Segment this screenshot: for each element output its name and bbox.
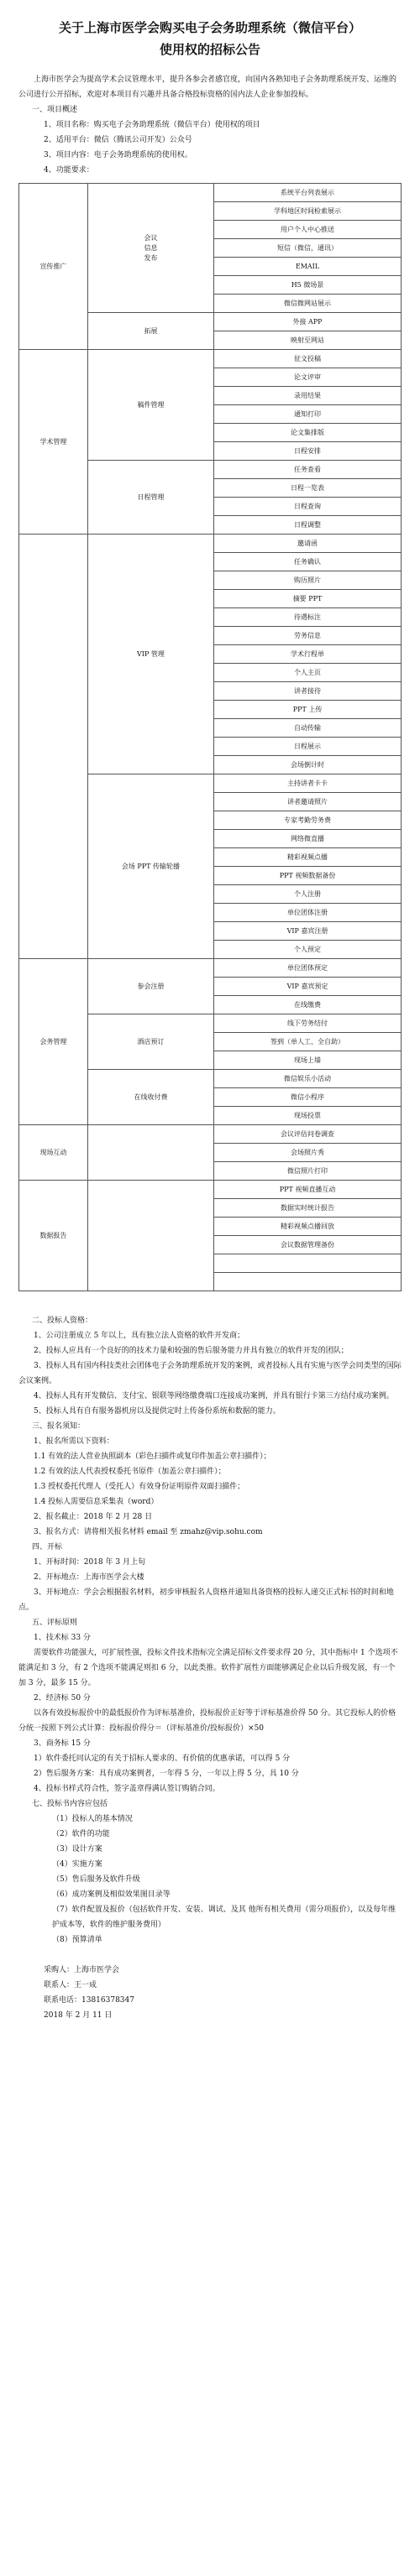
table-function-cell: 精彩视频点播回放 <box>214 1218 402 1236</box>
table-function-cell: 精彩视频点播 <box>214 848 402 867</box>
table-subcategory-cell: 拓展 <box>87 313 213 350</box>
table-function-cell: PPT 视频直播互动 <box>214 1181 402 1199</box>
contact-phone: 联系电话：13816378347 <box>44 1996 134 2005</box>
table-function-cell: 微信微网站展示 <box>214 295 402 313</box>
table-function-cell: 讲者接待 <box>214 682 402 701</box>
table-function-cell: 会议数据管理备份 <box>214 1236 402 1254</box>
section-bid-contents <box>18 1796 402 1948</box>
table-function-cell: 待遇标注 <box>214 608 402 627</box>
table-row <box>19 184 402 202</box>
title-line-1: 关于上海市医学会购买电子会务助理系统（微信平台） <box>58 20 361 35</box>
table-category-cell: 学术管理 <box>19 350 88 534</box>
evaluation-item: 3、商务标 15 分 <box>34 1739 91 1748</box>
registration-method: 3、报名方式：请将相关报名材料 email 至 zmahz@vip.sohu.com <box>34 1528 263 1536</box>
table-function-cell: 学术行程单 <box>214 645 402 664</box>
table-function-cell: 数据实时统计报告 <box>214 1199 402 1218</box>
table-function-cell: 任务确认 <box>214 553 402 571</box>
contents-item: （1）投标人的基本情况 <box>52 1815 133 1823</box>
table-function-cell: 日程安排 <box>214 442 402 461</box>
section-heading: 一、项目概述 <box>32 106 78 114</box>
function-requirements-table <box>18 183 402 1291</box>
contents-item: （5）售后服务及软件升级 <box>52 1875 140 1884</box>
table-function-cell: PPT 上传 <box>214 701 402 719</box>
table-function-cell: H5 微场景 <box>214 276 402 295</box>
table-function-cell: 单位团体注册 <box>214 904 402 922</box>
announcement-date: 2018 年 2 月 11 日 <box>44 2011 113 2020</box>
table-subcategory-cell: 稿件管理 <box>87 350 213 461</box>
table-row <box>19 1125 402 1144</box>
registration-item: 1.1 有效的法人营业执照副本（彩色扫描件或复印件加盖公章扫描件）； <box>34 1452 271 1461</box>
section-evaluation <box>18 1615 402 1796</box>
table-function-cell: 映射至网站 <box>214 331 402 350</box>
table-function-cell: 自动传输 <box>214 719 402 738</box>
table-function-cell: 会场照片秀 <box>214 1144 402 1162</box>
table-function-cell: 短信（微信，通讯） <box>214 239 402 258</box>
table-subcategory-cell: 会议 信息 发布 <box>87 184 213 313</box>
table-function-cell <box>214 1273 402 1291</box>
table-subcategory-cell: 酒店预订 <box>87 1014 213 1070</box>
table-function-cell: 论文集排版 <box>214 424 402 442</box>
qualification-item: 5、投标人具有自有服务器机房以及提供定时上传备份系统和数据的能力。 <box>34 1407 281 1416</box>
evaluation-item: 需要软件功能强大，可扩展性强，投标文件技术指标完全满足招标文件要求得 20 分，其中指标中 1 个选项不能满足扣 3 分，有 2 个选项不能满足则扣 6 分，以此类推。软件扩展性方面能够满足企业以后升级发展，有一个加 3 分，最多 15 分。 <box>18 1649 398 1687</box>
table-row <box>19 350 402 368</box>
table-function-cell: 邀请函 <box>214 534 402 553</box>
table-function-cell: EMAIL <box>214 258 402 276</box>
registration-item: 1.4 投标人需要信息采集表（word） <box>34 1498 159 1506</box>
table-function-cell: 系统平台列表展示 <box>214 184 402 202</box>
table-function-cell: 个人注册 <box>214 885 402 904</box>
table-row <box>19 534 402 553</box>
evaluation-item: 1）软件委托同认定的有关于招标人要求的、有价值的优惠承诺，可以得 5 分 <box>34 1755 291 1763</box>
title-line-2: 使用权的招标公告 <box>159 42 260 57</box>
table-function-cell: PPT 视频数据备份 <box>214 867 402 885</box>
table-function-cell: 学科地区时间检索展示 <box>214 202 402 221</box>
table-function-cell: 购历照片 <box>214 571 402 590</box>
table-function-cell: 个人预定 <box>214 941 402 959</box>
table-function-cell: 微信照片打印 <box>214 1162 402 1181</box>
contents-item: （4）实施方案 <box>52 1860 102 1869</box>
table-function-cell: 征文投稿 <box>214 350 402 368</box>
table-category-cell: 会务管理 <box>19 959 88 1125</box>
table-function-cell: 在线缴费 <box>214 996 402 1014</box>
evaluation-item: 2、经济标 50 分 <box>34 1694 91 1703</box>
opening-item: 1、开标时间：2018 年 3 月上旬 <box>34 1558 145 1567</box>
contents-item: （2）软件的功能 <box>52 1830 110 1838</box>
table-function-cell: 签到（单人工、全自助） <box>214 1033 402 1051</box>
section-heading: 七、投标书内容应包括 <box>32 1800 108 1808</box>
contact-person: 联系人：王一成 <box>44 1981 97 1989</box>
table-category-cell: 数据报告 <box>19 1181 88 1291</box>
table-subcategory-cell: 会场 PPT 传输轮播 <box>87 774 213 959</box>
table-function-cell: 微信小程序 <box>214 1088 402 1107</box>
table-function-cell: 会议评估问卷调查 <box>214 1125 402 1144</box>
table-function-cell: 日程一览表 <box>214 479 402 498</box>
overview-item: 2、适用平台：微信（腾讯公司开发）公众号 <box>44 136 192 144</box>
table-function-cell: 讲者邀请照片 <box>214 793 402 811</box>
table-subcategory-cell: VIP 管理 <box>87 534 213 774</box>
evaluation-item: 1、技术标 33 分 <box>34 1634 91 1642</box>
table-function-cell: 个人主页 <box>214 664 402 682</box>
section-heading: 四、开标 <box>32 1543 63 1551</box>
table-function-cell: 微信娱乐小活动 <box>214 1070 402 1088</box>
table-subcategory-cell: 日程管理 <box>87 461 213 534</box>
contents-item: （6）成功案例及相似效果图目录等 <box>52 1890 171 1899</box>
table-function-cell: 主持讲者卡卡 <box>214 774 402 793</box>
evaluation-item: 4、投标书样式符合性，签字盖章得满认签订购销合同。 <box>34 1785 220 1793</box>
table-function-cell: 录用结果 <box>214 387 402 405</box>
table-function-cell: 论文评审 <box>214 368 402 387</box>
qualification-item: 2、投标人应具有一个良好的的技术力量和较强的售后服务能力并具有独立的软件开发的团队； <box>34 1347 349 1355</box>
qualification-item: 3、投标人具有国内科技类社会团体电子会务助理系统开发的案例，或者投标人具有实施与医学会同类型的国际会议案例。 <box>18 1362 402 1385</box>
table-subcategory-cell <box>87 1181 213 1291</box>
table-function-cell: 日程调整 <box>214 516 402 534</box>
registration-deadline: 2、报名截止：2018 年 2 月 28 日 <box>34 1513 153 1521</box>
evaluation-item: 以各有效投标报价中的最低报价作为评标基准价，投标报价正好等于评标基准价得 50 分。其它投标人的价格分统一按照下列公式计算：投标报价得分＝（评标基准价/投标报价）×50 <box>18 1709 396 1733</box>
table-function-cell: VIP 嘉宾注册 <box>214 922 402 941</box>
table-subcategory-cell: 在线收付费 <box>87 1070 213 1125</box>
table-category-cell <box>19 534 88 959</box>
intro-paragraph: 上海市医学会为提高学术会议管理水平，提升各参会者感官度，向国内各熟知电子会务助理系统开发、运维的公司进行公开招标，欢迎对本项目有兴趣并具备合格投标资格的国内法人企业参加投标。 <box>18 76 397 99</box>
table-function-cell: 日程查询 <box>214 498 402 516</box>
table-function-cell <box>214 1254 402 1273</box>
qualification-item: 1、公司注册成立 5 年以上，具有独立法人资格的软件开发商； <box>34 1332 245 1340</box>
table-category-cell: 宣传推广 <box>19 184 88 350</box>
signature-block <box>18 1963 402 2023</box>
table-category-cell: 现场互动 <box>19 1125 88 1181</box>
table-function-cell: 用户个人中心推送 <box>214 221 402 239</box>
section-bidder-qualification <box>18 1313 402 1419</box>
section-heading: 五、评标原则 <box>32 1619 78 1627</box>
table-function-cell: VIP 嘉宾预定 <box>214 978 402 996</box>
table-function-cell: 单位团体预定 <box>214 959 402 978</box>
table-function-cell: 会场倒计时 <box>214 756 402 774</box>
table-function-cell: 劳务信息 <box>214 627 402 645</box>
table-function-cell: 外接 APP <box>214 313 402 331</box>
table-row <box>19 959 402 978</box>
table-function-cell: 日程展示 <box>214 738 402 756</box>
section-heading: 三、报名须知： <box>32 1422 86 1431</box>
contents-item: （7）软件配置及报价（包括软件开发、安装、调试、及其 他所有相关费用（需分项报价），以及每年维护成本等，软件的维护服务费用） <box>52 1906 396 1929</box>
opening-item: 2、开标地点：上海市医学会大楼 <box>34 1573 144 1582</box>
registration-item: 1、报名所需以下资料： <box>34 1437 114 1446</box>
table-subcategory-cell <box>87 1125 213 1181</box>
table-function-cell: 摘要 PPT <box>214 590 402 608</box>
table-function-cell: 任务查看 <box>214 461 402 479</box>
contents-item: （3）设计方案 <box>52 1845 102 1854</box>
table-row <box>19 1181 402 1199</box>
section-registration <box>18 1419 402 1540</box>
section-heading: 二、投标人资格： <box>32 1317 93 1325</box>
evaluation-item: 2）售后服务方案：具有成功案例者，一年得 5 分，一年以上得 5 分，具 10 分 <box>34 1770 299 1778</box>
table-function-cell: 现场上墙 <box>214 1051 402 1070</box>
overview-item: 4、功能要求： <box>44 166 94 175</box>
registration-item: 1.2 有效的法人代表授权委托书原件（加盖公章扫描件）； <box>34 1468 226 1476</box>
announcement-title <box>18 17 402 60</box>
overview-item: 1、项目名称：购买电子会务助理系统（微信平台）使用权的项目 <box>44 121 260 129</box>
table-function-cell: 线下劳务结付 <box>214 1014 402 1033</box>
table-subcategory-cell: 参会注册 <box>87 959 213 1014</box>
qualification-item: 4、投标人具有开发微信、支付宝、银联等网络缴费端口连接成功案例，并具有银行卡第三方结付成功案例。 <box>34 1392 394 1400</box>
buyer-name: 采购人：上海市医学会 <box>44 1966 120 1974</box>
opening-item: 3、开标地点：学会会根据报名材料，初步审核报名人资格并通知具备资格的投标人递交正式标书的时间和地点。 <box>18 1588 394 1612</box>
table-function-cell: 专家考勤劳务费 <box>214 811 402 830</box>
section-project-overview <box>18 102 402 178</box>
table-function-cell: 网络微直播 <box>214 830 402 848</box>
registration-item: 1.3 授权委托代理人（受托人）有效身份证明原件双面扫描件； <box>34 1483 245 1491</box>
section-bid-opening <box>18 1540 402 1615</box>
table-function-cell: 通知打印 <box>214 405 402 424</box>
table-function-cell: 现场投票 <box>214 1107 402 1125</box>
overview-item: 3、项目内容：电子会务助理系统的使用权。 <box>44 151 192 159</box>
contents-item: （8）预算清单 <box>52 1936 102 1944</box>
